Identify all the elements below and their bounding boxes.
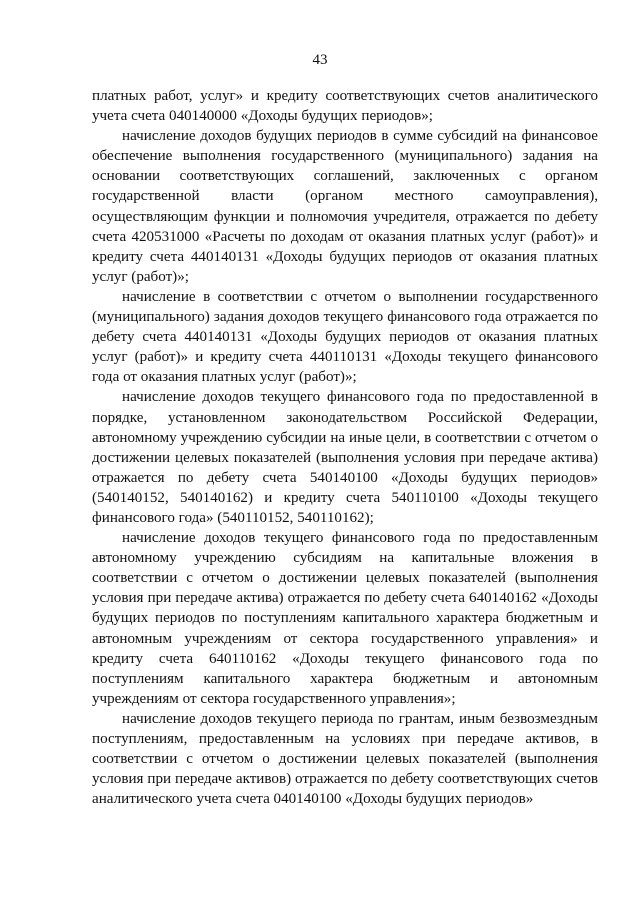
paragraph-continuation: платных работ, услуг» и кредиту соответствующих счетов аналитического учета счета 040140000 «Доходы будущих периодов»; [92, 88, 598, 125]
paragraph-grants: начисление доходов текущего периода по грантам, иным безвозмездным поступлениям, предоставленным на условиях при передаче активов, в соответствии с отчетом о достижении целевых показателей (выполнения условия при передаче активов) отражается по дебету соответствующих счетов аналитического учета счета 040140100 «Доходы будущих периодов» [92, 710, 598, 808]
paragraph-assignment-report: начисление в соответствии с отчетом о выполнении государственного (муниципального) задания доходов текущего финансового года отражается по дебету счета 440140131 «Доходы будущих периодов от оказания платных услуг (работ)» и кредиту счета 440110131 «Доходы текущего финансового года от оказания платных услуг (работ)»; [92, 288, 598, 386]
page-number: 43 [312, 52, 328, 68]
document-body [92, 86, 598, 809]
paragraph-capital-investment-subsidy: начисление доходов текущего финансового года по предоставленным автономному учреждению субсидиям на капитальные вложения в соответствии с отчетом о достижении целевых показателей (выполнения условия при передаче актива) отражается по дебету счета 640140162 «Доходы будущих периодов по поступлениям капитального характера бюджетным и автономным учреждениям от сектора государственного управления» и кредиту счета 640110162 «Доходы текущего финансового года по поступлениям капитального характера бюджетным и автономным учреждениям от сектора государственного управления»; [92, 530, 598, 707]
paragraph-other-purpose-subsidy: начисление доходов текущего финансового года по предоставленной в порядке, установленном законодательством Российской Федерации, автономному учреждению субсидии на иные цели, в соответствии с отчетом о достижении целевых показателей (выполнения условия при передаче актива) отражается по дебету счета 540140100 «Доходы будущих периодов» (540140152, 540140162) и кредиту счета 540110100 «Доходы текущего финансового года» (540110152, 540110162); [92, 389, 598, 526]
paragraph-subsidy-state-assignment: начисление доходов будущих периодов в сумме субсидий на финансовое обеспечение выполнения государственного (муниципального) задания на основании соответствующих соглашений, заключенных с органом государственной власти (органом местного самоуправления), осуществляющим функции и полномочия учредителя, отражается по дебету счета 420531000 «Расчеты по доходам от оказания платных услуг (работ)» и кредиту счета 440140131 «Доходы будущих периодов от оказания платных услуг (работ)»; [92, 128, 598, 285]
